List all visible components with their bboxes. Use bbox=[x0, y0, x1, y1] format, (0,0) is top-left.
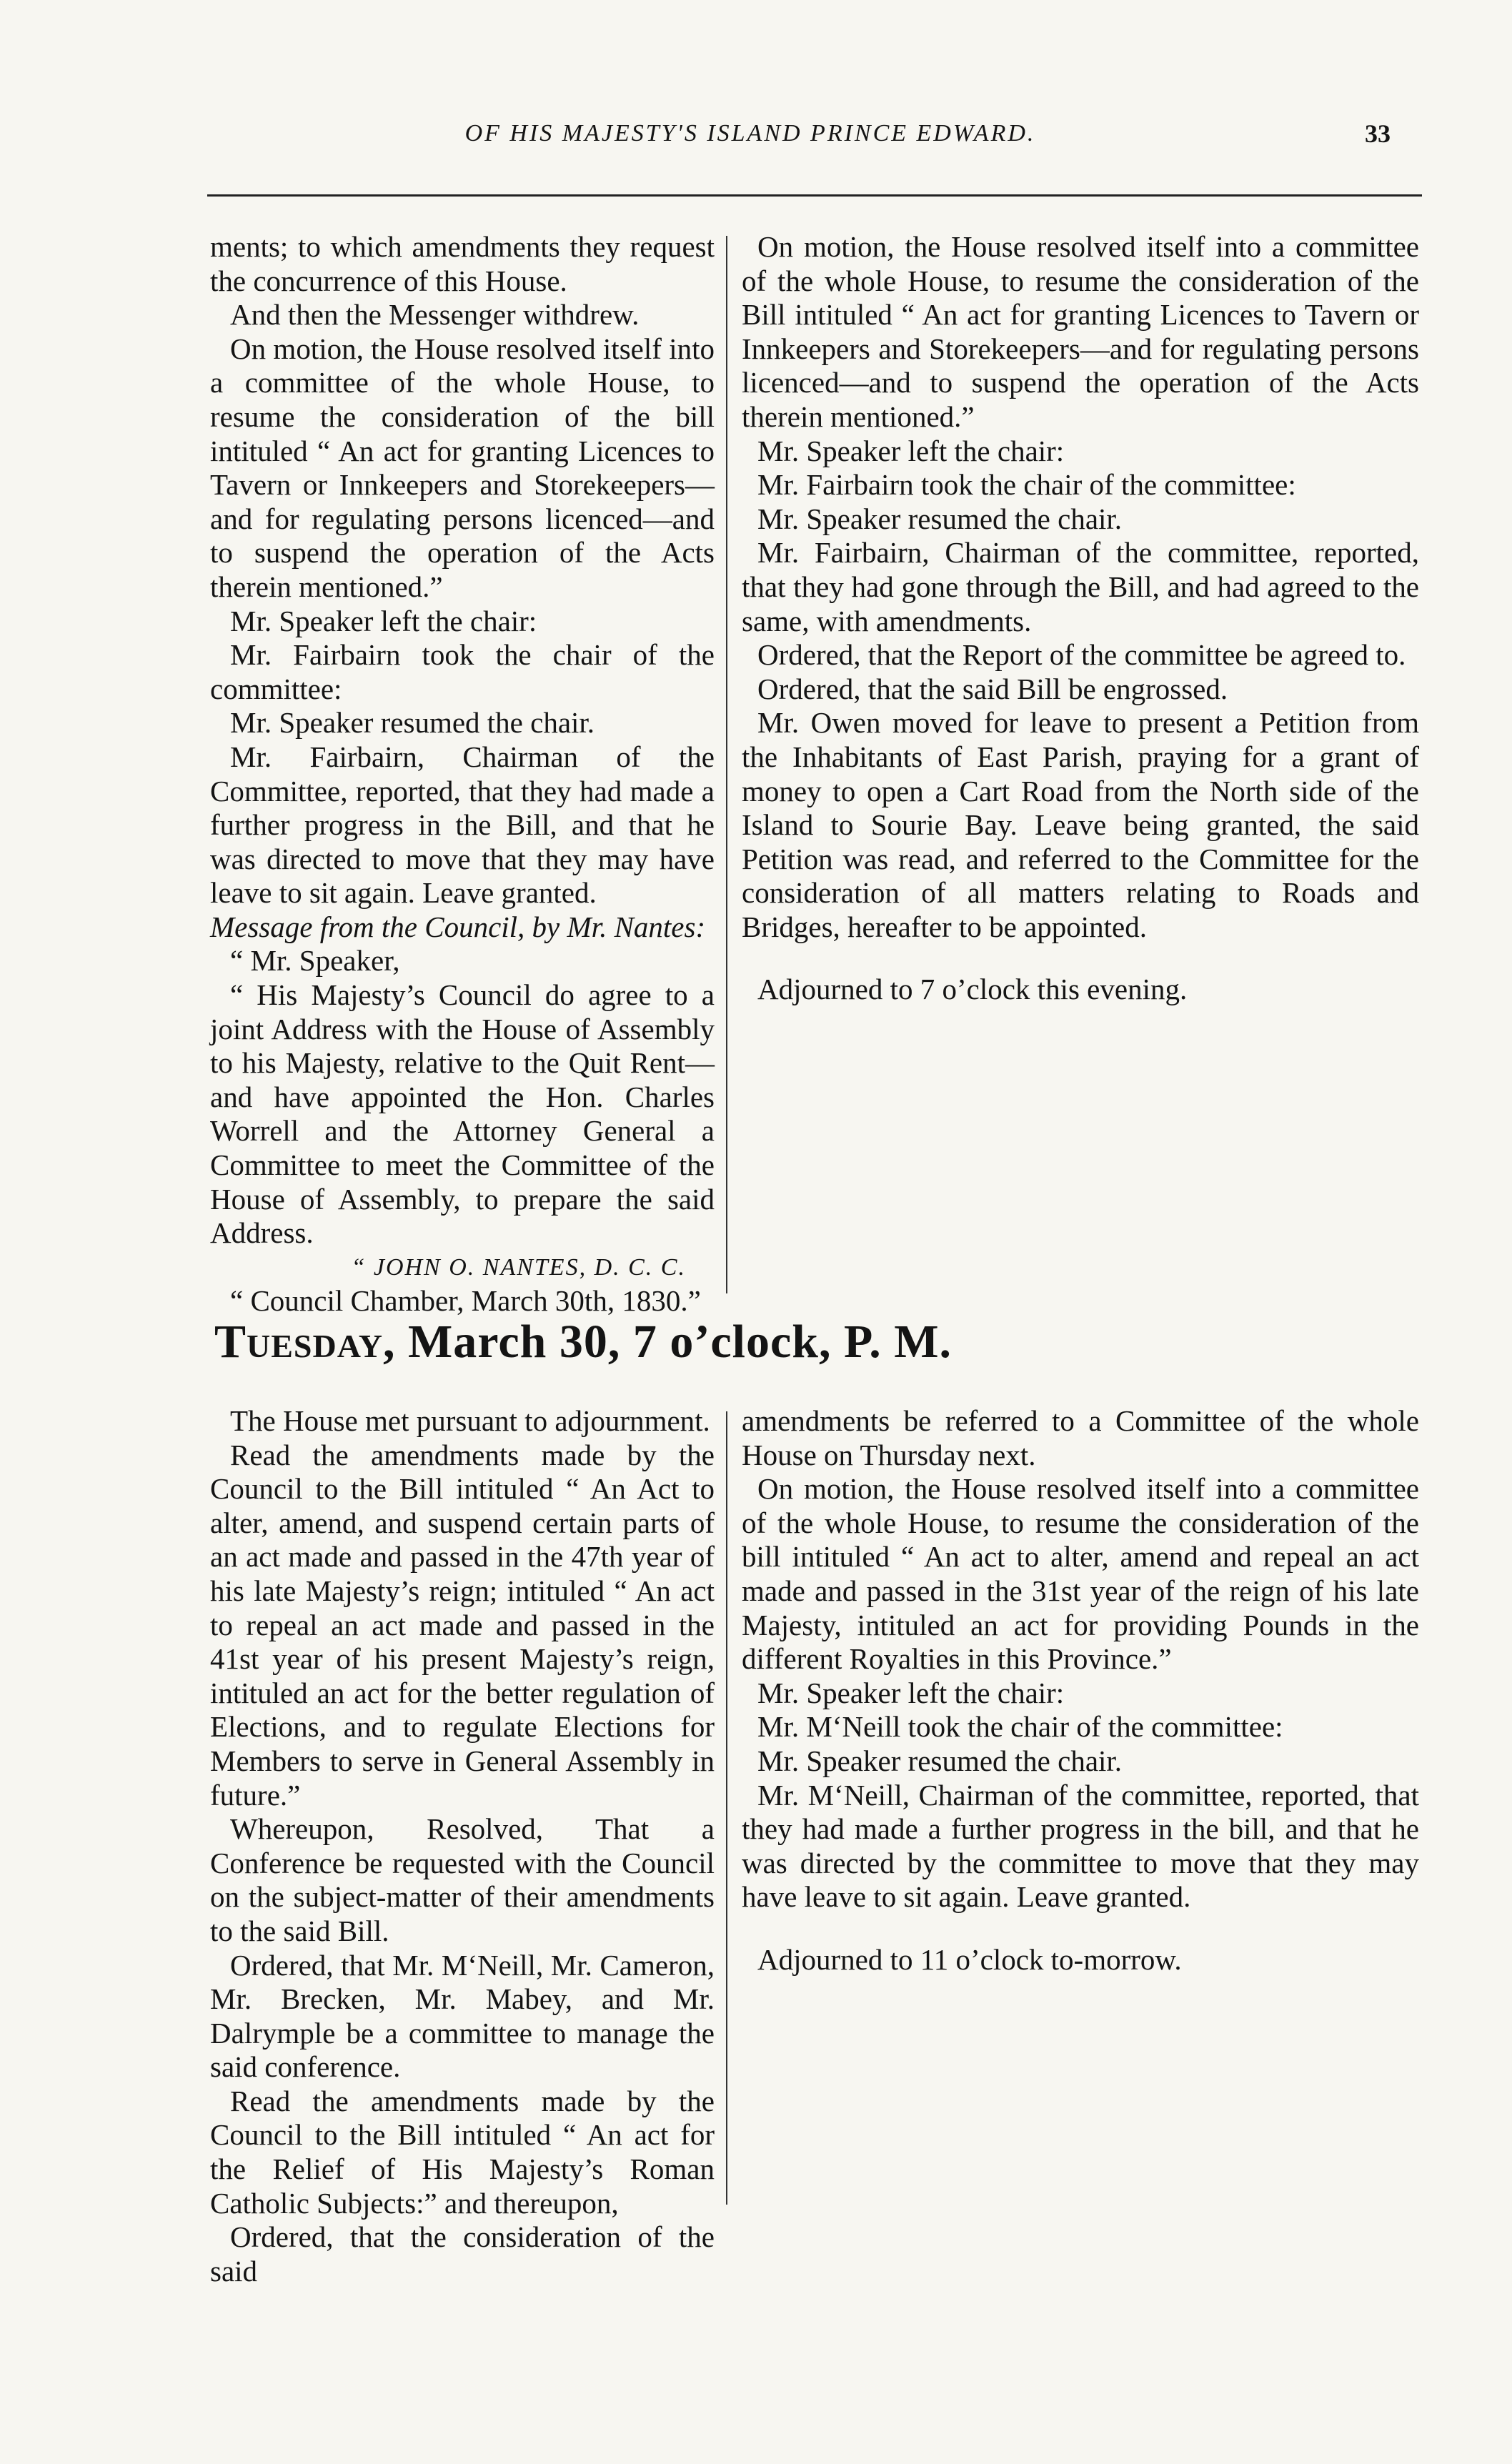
paragraph: Ordered, that Mr. M‘Neill, Mr. Cameron, Mr. Brecken, Mr. Mabey, and Mr. Dalrymple be a committee to manage the said conference. bbox=[210, 1948, 715, 2084]
paragraph: Ordered, that the consideration of the said bbox=[210, 2220, 715, 2287]
paragraph: Mr. Speaker left the chair: bbox=[757, 434, 1065, 467]
paragraph: Mr. Speaker left the chair: bbox=[757, 1676, 1065, 1709]
paragraph: Mr. Speaker left the chair: bbox=[230, 604, 537, 637]
page-number: 33 bbox=[1365, 119, 1391, 148]
paragraph: And then the Messenger withdrew. bbox=[230, 298, 640, 332]
paragraph: Read the amendments made by the Council to the Bill intituled “ An Act to alter, amend, and suspend certain parts of an act made and passed in the 47th year of his late Majesty’s reign; intituled “ An act to repeal an act made and passed in the 41st year of his present Majesty’s reign, intituled an act for the better regulation of Elections, and to regulate Elections for Members to serve in General Assembly in future.” bbox=[210, 1438, 715, 1812]
paragraph: Mr. Fairbairn took the chair of the committee: bbox=[757, 468, 1296, 502]
column-divider bbox=[726, 1411, 727, 2205]
lower-right-column bbox=[742, 1404, 1419, 1977]
column-divider bbox=[726, 236, 727, 1293]
upper-left-column bbox=[210, 230, 715, 1318]
paragraph: amendments be referred to a Committee of the whole House on Thursday next. bbox=[742, 1404, 1419, 1471]
paragraph: Mr. Speaker resumed the chair. bbox=[757, 1744, 1123, 1777]
paragraph: ments; to which amendments they request the concurrence of this House. bbox=[210, 230, 715, 297]
paragraph: Mr. Speaker resumed the chair. bbox=[757, 502, 1123, 535]
heading-date-time: March 30, 7 o’clock, P. M. bbox=[395, 1316, 953, 1368]
message-heading: Message from the Council, by Mr. Nantes: bbox=[210, 910, 706, 943]
lower-left-column bbox=[210, 1404, 715, 2288]
adjournment-note: Adjourned to 7 o’clock this evening. bbox=[757, 973, 1188, 1006]
paragraph: Mr. Owen moved for leave to present a Petition from the Inhabitants of East Parish, praying for a grant of money to open a Cart Road from the North side of the Island to Sourie Bay. Leave being granted, the said Petition was read, and referred to the Committee for the consideration of all matters relating to Roads and Bridges, hereafter to be appointed. bbox=[742, 706, 1419, 943]
paragraph: Mr. M‘Neill, Chairman of the committee, reported, that they had made a further progress in the bill, and that he was directed by the committee to move that they may have leave to sit again. Leave granted. bbox=[742, 1778, 1419, 1914]
paragraph: “ His Majesty’s Council do agree to a joint Address with the House of Assembly to his Majesty, relative to the Quit Rent—and have appointed the Hon. Charles Worrell and the Attorney General a Committee to meet the Committee of the House of Assembly, to prepare the said Address. bbox=[210, 978, 715, 1250]
paragraph: Mr. Fairbairn, Chairman of the committee, reported, that they had gone through the Bill, and had agreed to the same, with amendments. bbox=[742, 536, 1419, 637]
header-rule bbox=[207, 194, 1422, 197]
paragraph: On motion, the House resolved itself into a committee of the whole House, to resume the consideration of the bill intituled “ An act to alter, amend and repeal an act made and passed in the 31st year of the reign of his late Majesty, intituled an act for providing Pounds in the different Royalties in this Province.” bbox=[742, 1472, 1419, 1676]
running-head-title: OF HIS MAJESTY'S ISLAND PRINCE EDWARD. bbox=[464, 120, 1036, 146]
paragraph: Mr. Fairbairn took the chair of the committee: bbox=[210, 638, 715, 705]
adjournment-note: Adjourned to 11 o’clock to-morrow. bbox=[757, 1942, 1182, 1976]
paragraph: Mr. Speaker resumed the chair. bbox=[230, 706, 595, 740]
paragraph: Ordered, that the Report of the committee be agreed to. bbox=[757, 638, 1406, 672]
date-line: “ Council Chamber, March 30th, 1830.” bbox=[230, 1284, 701, 1318]
signature: “ JOHN O. NANTES, D. C. C. bbox=[351, 1253, 686, 1281]
paragraph: Read the amendments made by the Council to the Bill intituled “ An act for the Relief of His Majesty’s Roman Catholic Subjects:” and thereupon, bbox=[210, 2084, 715, 2220]
paragraph: Mr. Fairbairn, Chairman of the Committee, reported, that they had made a further progress in the Bill, and that he was directed to move that they may have leave to sit again. Leave granted. bbox=[210, 740, 715, 910]
paragraph: The House met pursuant to adjournment. bbox=[230, 1404, 710, 1437]
paragraph: On motion, the House resolved itself into a committee of the whole House, to resume the consideration of the Bill intituled “ An act for granting Licences to Tavern or Innkeepers and Storekeepers—and for regulating persons licenced—and to suspend the operation of the Acts therein mentioned.” bbox=[742, 230, 1419, 433]
heading-day: Tuesday, bbox=[214, 1316, 396, 1368]
paragraph: Ordered, that the said Bill be engrossed. bbox=[757, 672, 1228, 705]
paragraph: Whereupon, Resolved, That a Conference be requested with the Council on the subject-matter of their amendments to the said Bill. bbox=[210, 1812, 715, 1947]
section-heading bbox=[214, 1315, 1215, 1369]
paragraph: On motion, the House resolved itself into a committee of the whole House, to resume the consideration of the bill intituled “ An act for granting Licences to Tavern or Innkeepers and Storekeepers—and for regulating persons licenced—and to suspend the operation of the Acts therein mentioned.” bbox=[210, 332, 715, 603]
upper-right-column bbox=[742, 230, 1419, 1007]
paragraph: Mr. M‘Neill took the chair of the committee: bbox=[757, 1710, 1283, 1744]
paragraph: “ Mr. Speaker, bbox=[230, 944, 400, 978]
